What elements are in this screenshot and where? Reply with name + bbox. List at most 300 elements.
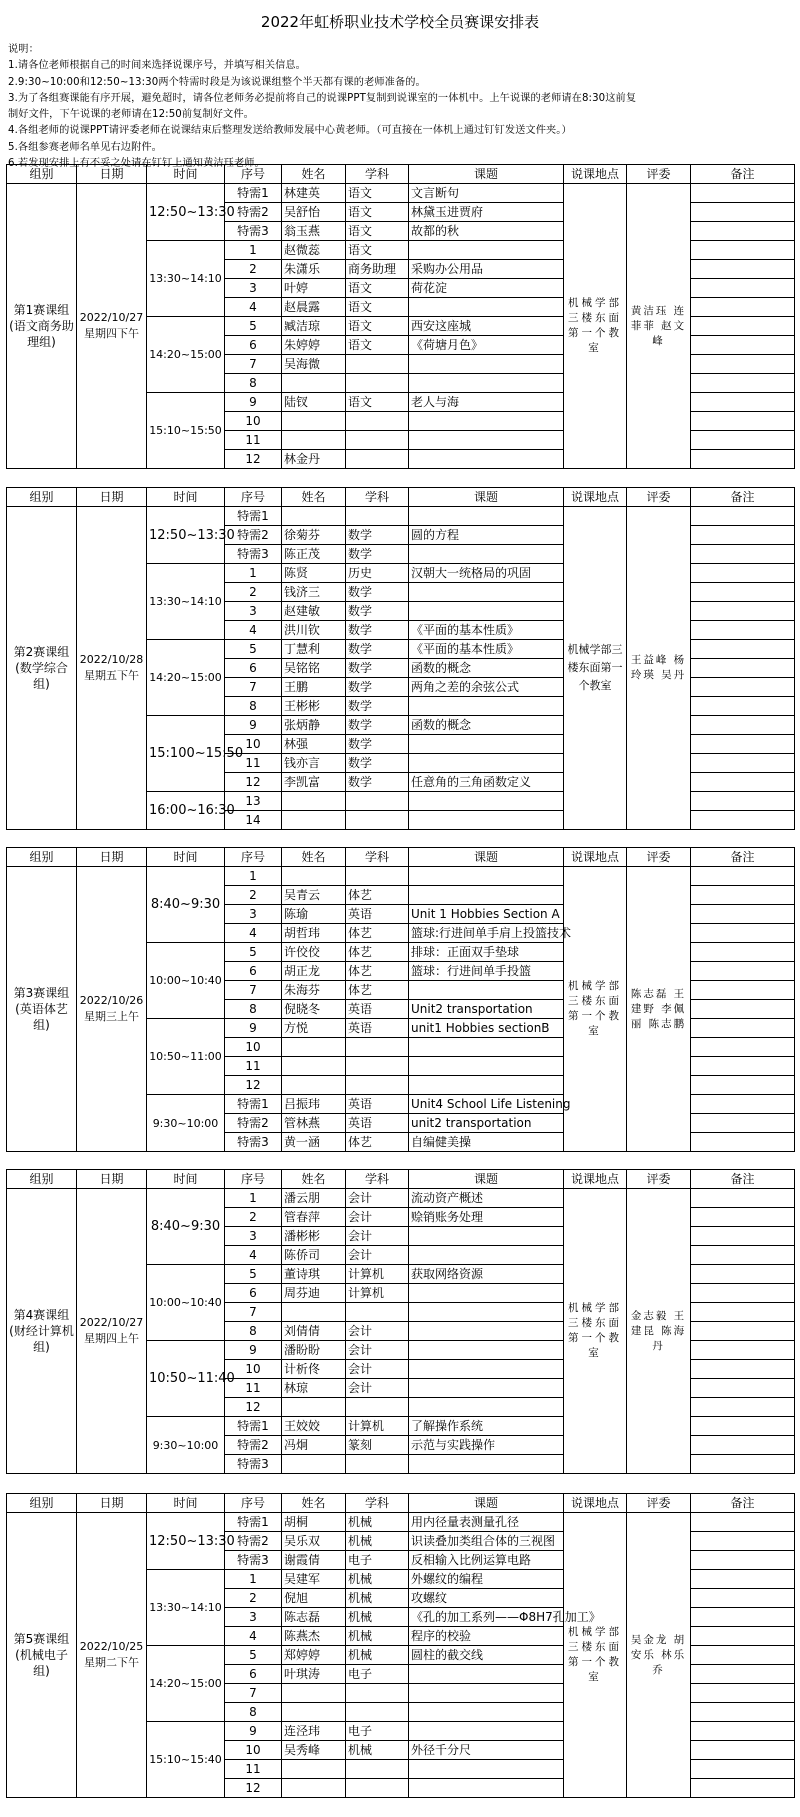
teacher-name-cell [282, 1076, 346, 1095]
remarks-cell [691, 773, 795, 792]
remarks-cell [691, 735, 795, 754]
seq-cell: 1 [225, 1189, 282, 1208]
topic-cell: 外螺纹的编程 [409, 1570, 564, 1589]
subject-cell: 语文 [346, 336, 409, 355]
topic-cell [409, 507, 564, 526]
seq-cell: 特需3 [225, 222, 282, 241]
topic-cell: 《孔的加工系列——Φ8H7孔加工》 [409, 1608, 564, 1627]
teacher-name-cell: 管林燕 [282, 1114, 346, 1133]
time-slot: 12:50~13:30 [147, 507, 225, 564]
teacher-name-cell: 潘彬彬 [282, 1227, 346, 1246]
teacher-name-cell: 胡正龙 [282, 962, 346, 981]
seq-cell: 9 [225, 1722, 282, 1741]
column-header: 日期 [77, 1170, 147, 1189]
topic-cell: 篮球:行进间单手肩上投篮技术 [409, 924, 564, 943]
remarks-cell [691, 450, 795, 469]
table-row [7, 867, 795, 886]
group-name: 第4赛课组(财经计算机组) [7, 1189, 77, 1474]
seq-cell: 特需1 [225, 507, 282, 526]
seq-cell: 11 [225, 1057, 282, 1076]
column-header: 时间 [147, 488, 225, 507]
column-header: 组别 [7, 1494, 77, 1513]
topic-cell: 汉朝大一统格局的巩固 [409, 564, 564, 583]
time-slot: 15:10~15:40 [147, 1722, 225, 1798]
topic-cell: 荷花淀 [409, 279, 564, 298]
subject-cell: 篆刻 [346, 1436, 409, 1455]
seq-cell: 1 [225, 867, 282, 886]
column-header: 序号 [225, 848, 282, 867]
remarks-cell [691, 1076, 795, 1095]
topic-cell [409, 1076, 564, 1095]
time-slot: 10:00~10:40 [147, 943, 225, 1019]
subject-cell: 数学 [346, 697, 409, 716]
remarks-cell [691, 962, 795, 981]
column-header: 日期 [77, 848, 147, 867]
remarks-cell [691, 981, 795, 1000]
remarks-cell [691, 1703, 795, 1722]
remarks-cell [691, 924, 795, 943]
teacher-name-cell [282, 1398, 346, 1417]
remarks-cell [691, 811, 795, 830]
teacher-name-cell: 王彬彬 [282, 697, 346, 716]
remarks-cell [691, 1227, 795, 1246]
subject-cell: 电子 [346, 1665, 409, 1684]
column-header: 课题 [409, 1170, 564, 1189]
topic-cell: 圆柱的截交线 [409, 1646, 564, 1665]
subject-cell: 会计 [346, 1208, 409, 1227]
topic-cell [409, 1341, 564, 1360]
teacher-name-cell: 管春萍 [282, 1208, 346, 1227]
column-header: 时间 [147, 848, 225, 867]
column-header: 学科 [346, 165, 409, 184]
subject-cell: 英语 [346, 1000, 409, 1019]
seq-cell: 特需3 [225, 1133, 282, 1152]
group-name: 第1赛课组(语文商务助理组) [7, 184, 77, 469]
subject-cell: 商务助理 [346, 260, 409, 279]
remarks-cell [691, 1038, 795, 1057]
column-header: 时间 [147, 1494, 225, 1513]
topic-cell: 识读叠加类组合体的三视图 [409, 1532, 564, 1551]
subject-cell: 体艺 [346, 962, 409, 981]
topic-cell: 故都的秋 [409, 222, 564, 241]
topic-cell: Unit4 School Life Listening [409, 1095, 564, 1114]
remarks-cell [691, 1265, 795, 1284]
topic-cell [409, 241, 564, 260]
teacher-name-cell: 赵晨露 [282, 298, 346, 317]
teacher-name-cell: 吴舒怡 [282, 203, 346, 222]
topic-cell: 文言断句 [409, 184, 564, 203]
column-header: 姓名 [282, 1494, 346, 1513]
subject-cell: 历史 [346, 564, 409, 583]
seq-cell: 5 [225, 1646, 282, 1665]
seq-cell: 4 [225, 1627, 282, 1646]
teacher-name-cell: 潘云朋 [282, 1189, 346, 1208]
time-slot: 12:50~13:30 [147, 1513, 225, 1570]
topic-cell [409, 1322, 564, 1341]
teacher-name-cell: 胡哲玮 [282, 924, 346, 943]
remarks-cell [691, 1760, 795, 1779]
teacher-name-cell: 李凯富 [282, 773, 346, 792]
seq-cell: 9 [225, 1019, 282, 1038]
seq-cell: 1 [225, 1570, 282, 1589]
subject-cell: 数学 [346, 754, 409, 773]
time-slot: 10:50~11:00 [147, 1019, 225, 1095]
remarks-cell [691, 393, 795, 412]
remarks-cell [691, 602, 795, 621]
topic-cell [409, 602, 564, 621]
seq-cell: 6 [225, 659, 282, 678]
topic-cell [409, 1760, 564, 1779]
remarks-cell [691, 1417, 795, 1436]
subject-cell: 计算机 [346, 1265, 409, 1284]
teacher-name-cell: 吕振玮 [282, 1095, 346, 1114]
remarks-cell [691, 1722, 795, 1741]
remarks-cell [691, 279, 795, 298]
teacher-name-cell [282, 867, 346, 886]
note-line: 1.请各位老师根据自己的时间来选择说课序号，并填写相关信息。 [8, 60, 306, 72]
group-name: 第5赛课组(机械电子组) [7, 1513, 77, 1798]
jury-cell: 陈志磊 王建野 李佩丽 陈志鹏 [627, 867, 691, 1152]
header-row [7, 1494, 795, 1513]
remarks-cell [691, 1779, 795, 1798]
subject-cell: 数学 [346, 526, 409, 545]
topic-cell: 外径千分尺 [409, 1741, 564, 1760]
subject-cell: 电子 [346, 1551, 409, 1570]
remarks-cell [691, 184, 795, 203]
column-header: 学科 [346, 1170, 409, 1189]
teacher-name-cell [282, 792, 346, 811]
seq-cell: 4 [225, 1246, 282, 1265]
teacher-name-cell [282, 1703, 346, 1722]
teacher-name-cell: 丁慧利 [282, 640, 346, 659]
topic-cell: 攻螺纹 [409, 1589, 564, 1608]
group-name: 第2赛课组(数学综合组) [7, 507, 77, 830]
seq-cell: 8 [225, 697, 282, 716]
topic-cell [409, 811, 564, 830]
column-header: 组别 [7, 165, 77, 184]
topic-cell: 采购办公用品 [409, 260, 564, 279]
topic-cell [409, 886, 564, 905]
subject-cell: 数学 [346, 716, 409, 735]
seq-cell: 7 [225, 355, 282, 374]
remarks-cell [691, 317, 795, 336]
subject-cell: 英语 [346, 905, 409, 924]
teacher-name-cell: 钱亦言 [282, 754, 346, 773]
subject-cell [346, 867, 409, 886]
teacher-name-cell: 刘倩倩 [282, 1322, 346, 1341]
remarks-cell [691, 1589, 795, 1608]
topic-cell: 两角之差的余弦公式 [409, 678, 564, 697]
teacher-name-cell [282, 1303, 346, 1322]
remarks-cell [691, 1246, 795, 1265]
seq-cell: 5 [225, 640, 282, 659]
teacher-name-cell: 董诗琪 [282, 1265, 346, 1284]
teacher-name-cell [282, 431, 346, 450]
seq-cell: 3 [225, 602, 282, 621]
subject-cell: 英语 [346, 1019, 409, 1038]
topic-cell [409, 450, 564, 469]
column-header: 备注 [691, 1170, 795, 1189]
remarks-cell [691, 1398, 795, 1417]
seq-cell: 2 [225, 1589, 282, 1608]
teacher-name-cell: 臧洁琼 [282, 317, 346, 336]
seq-cell: 5 [225, 1265, 282, 1284]
teacher-name-cell: 陈燕杰 [282, 1627, 346, 1646]
time-slot: 9:30~10:00 [147, 1417, 225, 1474]
topic-cell [409, 1398, 564, 1417]
note-line: 5.各组参赛老师名单见右边附件。 [8, 141, 162, 153]
teacher-name-cell: 徐菊芬 [282, 526, 346, 545]
subject-cell [346, 1455, 409, 1474]
remarks-cell [691, 621, 795, 640]
subject-cell [346, 1703, 409, 1722]
time-slot: 8:40~9:30 [147, 1189, 225, 1265]
subject-cell: 语文 [346, 393, 409, 412]
subject-cell [346, 431, 409, 450]
seq-cell: 10 [225, 412, 282, 431]
subject-cell [346, 1684, 409, 1703]
topic-cell [409, 1665, 564, 1684]
topic-cell: unit2 transportation [409, 1114, 564, 1133]
topic-cell [409, 1360, 564, 1379]
teacher-name-cell: 洪川钦 [282, 621, 346, 640]
seq-cell: 12 [225, 1076, 282, 1095]
column-header: 姓名 [282, 165, 346, 184]
column-header: 姓名 [282, 848, 346, 867]
topic-cell [409, 754, 564, 773]
teacher-name-cell: 林琼 [282, 1379, 346, 1398]
teacher-name-cell: 黄一涵 [282, 1133, 346, 1152]
subject-cell: 语文 [346, 279, 409, 298]
seq-cell: 9 [225, 716, 282, 735]
teacher-name-cell: 赵微蕊 [282, 241, 346, 260]
topic-cell [409, 1684, 564, 1703]
remarks-cell [691, 1627, 795, 1646]
location-cell: 机械学部三楼东面第一个教室 [564, 184, 627, 469]
teacher-name-cell: 陈侨司 [282, 1246, 346, 1265]
teacher-name-cell: 朱婷婷 [282, 336, 346, 355]
column-header: 序号 [225, 1494, 282, 1513]
subject-cell: 语文 [346, 241, 409, 260]
topic-cell [409, 1227, 564, 1246]
column-header: 学科 [346, 1494, 409, 1513]
remarks-cell [691, 1455, 795, 1474]
subject-cell: 体艺 [346, 981, 409, 1000]
time-slot: 10:00~10:40 [147, 1265, 225, 1341]
seq-cell: 特需1 [225, 1513, 282, 1532]
topic-cell [409, 1379, 564, 1398]
subject-cell: 英语 [346, 1095, 409, 1114]
teacher-name-cell: 吴建军 [282, 1570, 346, 1589]
time-slot: 14:20~15:00 [147, 317, 225, 393]
jury-cell: 王益峰 杨玲瑛 吴丹 [627, 507, 691, 830]
location-cell: 机械学部三楼东面第一个教室 [564, 507, 627, 830]
column-header: 说课地点 [564, 1170, 627, 1189]
seq-cell: 特需1 [225, 1095, 282, 1114]
teacher-name-cell [282, 1057, 346, 1076]
topic-cell [409, 1703, 564, 1722]
subject-cell [346, 374, 409, 393]
remarks-cell [691, 1379, 795, 1398]
seq-cell: 特需3 [225, 1551, 282, 1570]
jury-cell: 黄洁珏 连菲菲 赵文峰 [627, 184, 691, 469]
location-cell: 机械学部三楼东面第一个教室 [564, 1513, 627, 1798]
teacher-name-cell: 王鹏 [282, 678, 346, 697]
note-line: 4.各组老师的说课PPT请评委老师在说课结束后整理发送给教师发展中心黄老师。（可直接在一体机上通过钉钉发送文件夹。） [8, 125, 572, 137]
seq-cell: 8 [225, 1000, 282, 1019]
remarks-cell [691, 1360, 795, 1379]
subject-cell: 数学 [346, 659, 409, 678]
remarks-cell [691, 1114, 795, 1133]
teacher-name-cell: 周芬迪 [282, 1284, 346, 1303]
schedule-table-group-5 [6, 1493, 795, 1798]
column-header: 备注 [691, 1494, 795, 1513]
teacher-name-cell: 叶婷 [282, 279, 346, 298]
subject-cell: 体艺 [346, 924, 409, 943]
seq-cell: 11 [225, 754, 282, 773]
teacher-name-cell: 赵建敏 [282, 602, 346, 621]
subject-cell: 会计 [346, 1341, 409, 1360]
topic-cell: 程序的校验 [409, 1627, 564, 1646]
remarks-cell [691, 412, 795, 431]
remarks-cell [691, 1019, 795, 1038]
teacher-name-cell [282, 1455, 346, 1474]
subject-cell: 机械 [346, 1627, 409, 1646]
seq-cell: 11 [225, 1760, 282, 1779]
seq-cell: 7 [225, 678, 282, 697]
table-row [7, 1189, 795, 1208]
teacher-name-cell: 胡桐 [282, 1513, 346, 1532]
subject-cell: 会计 [346, 1189, 409, 1208]
seq-cell: 7 [225, 981, 282, 1000]
subject-cell: 体艺 [346, 1133, 409, 1152]
schedule-table-group-3 [6, 847, 795, 1152]
time-slot: 13:30~14:10 [147, 1570, 225, 1646]
seq-cell: 4 [225, 924, 282, 943]
header-row [7, 488, 795, 507]
subject-cell: 体艺 [346, 943, 409, 962]
remarks-cell [691, 1608, 795, 1627]
seq-cell: 特需3 [225, 1455, 282, 1474]
seq-cell: 7 [225, 1303, 282, 1322]
time-slot: 16:00~16:30 [147, 792, 225, 830]
topic-cell [409, 792, 564, 811]
subject-cell: 会计 [346, 1379, 409, 1398]
topic-cell [409, 735, 564, 754]
subject-cell: 语文 [346, 317, 409, 336]
seq-cell: 1 [225, 241, 282, 260]
column-header: 时间 [147, 1170, 225, 1189]
subject-cell [346, 412, 409, 431]
subject-cell: 语文 [346, 184, 409, 203]
topic-cell [409, 1722, 564, 1741]
location-cell: 机械学部三楼东面第一个教室 [564, 867, 627, 1152]
teacher-name-cell [282, 507, 346, 526]
topic-cell [409, 412, 564, 431]
group-date: 2022/10/27 星期四上午 [77, 1189, 147, 1474]
topic-cell [409, 298, 564, 317]
subject-cell: 机械 [346, 1608, 409, 1627]
seq-cell: 特需2 [225, 1532, 282, 1551]
topic-cell [409, 1303, 564, 1322]
column-header: 评委 [627, 1170, 691, 1189]
topic-cell [409, 1057, 564, 1076]
remarks-cell [691, 1303, 795, 1322]
seq-cell: 8 [225, 374, 282, 393]
remarks-cell [691, 374, 795, 393]
topic-cell: 《平面的基本性质》 [409, 640, 564, 659]
topic-cell [409, 981, 564, 1000]
subject-cell [346, 792, 409, 811]
subject-cell: 语文 [346, 222, 409, 241]
seq-cell: 14 [225, 811, 282, 830]
topic-cell [409, 1038, 564, 1057]
group-date: 2022/10/26 星期三上午 [77, 867, 147, 1152]
seq-cell: 6 [225, 336, 282, 355]
time-slot: 14:20~15:00 [147, 640, 225, 716]
table-row [7, 184, 795, 203]
subject-cell [346, 1760, 409, 1779]
subject-cell: 会计 [346, 1227, 409, 1246]
subject-cell: 会计 [346, 1246, 409, 1265]
remarks-cell [691, 905, 795, 924]
teacher-name-cell: 陈志磊 [282, 1608, 346, 1627]
remarks-cell [691, 754, 795, 773]
subject-cell: 英语 [346, 1114, 409, 1133]
seq-cell: 3 [225, 905, 282, 924]
subject-cell [346, 355, 409, 374]
topic-cell: 西安这座城 [409, 317, 564, 336]
subject-cell: 机械 [346, 1646, 409, 1665]
subject-cell: 数学 [346, 773, 409, 792]
time-slot: 15:10~15:50 [147, 393, 225, 469]
seq-cell: 特需2 [225, 203, 282, 222]
schedule-table-group-2 [6, 487, 795, 830]
teacher-name-cell: 倪晓冬 [282, 1000, 346, 1019]
subject-cell [346, 1303, 409, 1322]
seq-cell: 3 [225, 1608, 282, 1627]
time-slot: 9:30~10:00 [147, 1095, 225, 1152]
teacher-name-cell [282, 412, 346, 431]
teacher-name-cell: 陈正茂 [282, 545, 346, 564]
teacher-name-cell: 吴海微 [282, 355, 346, 374]
teacher-name-cell: 许佼佼 [282, 943, 346, 962]
seq-cell: 10 [225, 1360, 282, 1379]
subject-cell: 数学 [346, 735, 409, 754]
topic-cell: 任意角的三角函数定义 [409, 773, 564, 792]
teacher-name-cell [282, 1038, 346, 1057]
time-slot: 8:40~9:30 [147, 867, 225, 943]
header-row [7, 1170, 795, 1189]
column-header: 课题 [409, 848, 564, 867]
remarks-cell [691, 260, 795, 279]
seq-cell: 9 [225, 1341, 282, 1360]
remarks-cell [691, 659, 795, 678]
remarks-cell [691, 1095, 795, 1114]
header-row [7, 848, 795, 867]
instructions-notes [8, 42, 798, 172]
subject-cell: 机械 [346, 1589, 409, 1608]
column-header: 序号 [225, 165, 282, 184]
teacher-name-cell: 林金丹 [282, 450, 346, 469]
seq-cell: 6 [225, 1665, 282, 1684]
column-header: 备注 [691, 165, 795, 184]
remarks-cell [691, 507, 795, 526]
column-header: 评委 [627, 165, 691, 184]
remarks-cell [691, 1741, 795, 1760]
topic-cell [409, 545, 564, 564]
column-header: 组别 [7, 848, 77, 867]
